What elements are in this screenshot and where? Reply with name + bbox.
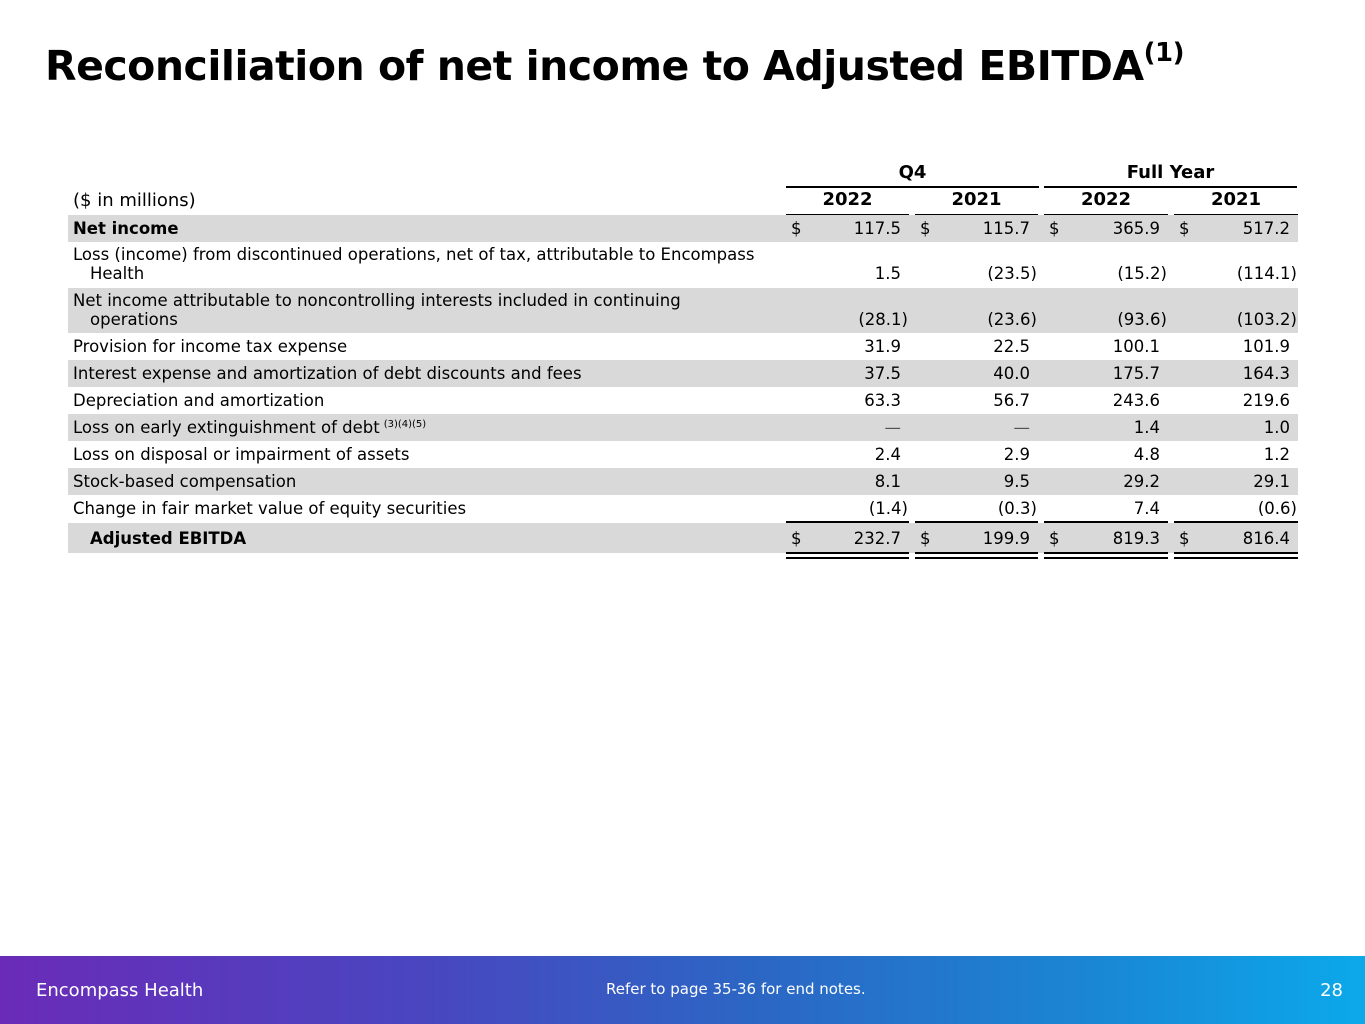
year-header-fy-2021: 2021 [1210, 189, 1262, 210]
row-label: Provision for income tax expense [73, 337, 348, 356]
value-fy-2022: 100.1 [1112, 337, 1160, 356]
value-q4-2022: 8.1 [874, 472, 901, 491]
page-title [45, 38, 1185, 90]
currency-symbol: $ [1049, 529, 1060, 548]
value-q4-2022: 63.3 [864, 391, 901, 410]
row-label: Stock-based compensation [73, 472, 297, 491]
table-row [68, 360, 1298, 387]
value-fy-2022: 175.7 [1112, 364, 1160, 383]
value-fy-2021: (0.6) [1257, 499, 1297, 518]
value-fy-2022: 243.6 [1112, 391, 1160, 410]
full-year-header-rule [1044, 186, 1297, 188]
value-fy-2021: (103.2) [1236, 310, 1297, 329]
value-q4-2021: — [1013, 418, 1030, 437]
value-q4-2021: 56.7 [993, 391, 1030, 410]
group-header-full-year: Full Year [1126, 162, 1215, 183]
value-q4-2022: (1.4) [868, 499, 908, 518]
value-q4-2021: 199.9 [982, 529, 1030, 548]
value-fy-2021: 1.2 [1263, 445, 1290, 464]
row-label: Net income [73, 219, 179, 238]
footer-brand: Encompass Health [36, 980, 204, 1001]
title-footnote-ref: (1) [1143, 38, 1185, 69]
row-label: Interest expense and amortization of debt discounts and fees [73, 364, 582, 383]
currency-symbol: $ [920, 219, 931, 238]
value-fy-2022: 365.9 [1112, 219, 1160, 238]
row-label: Net income attributable to noncontrolling interests included in continuing [73, 291, 681, 310]
value-fy-2022: (15.2) [1117, 264, 1167, 283]
q4-header-rule [786, 186, 1039, 188]
group-header-q4: Q4 [898, 162, 927, 183]
currency-symbol: $ [1049, 219, 1060, 238]
value-q4-2022: 1.5 [874, 264, 901, 283]
value-q4-2021: 9.5 [1003, 472, 1030, 491]
footer-endnote-reference: Refer to page 35-36 for end notes. [606, 980, 866, 998]
value-fy-2021: (114.1) [1236, 264, 1297, 283]
value-q4-2022: 2.4 [874, 445, 901, 464]
value-q4-2021: (23.6) [987, 310, 1037, 329]
value-q4-2022: 31.9 [864, 337, 901, 356]
value-q4-2021: (0.3) [997, 499, 1037, 518]
value-fy-2021: 101.9 [1242, 337, 1290, 356]
value-q4-2022: 232.7 [853, 529, 901, 548]
table-row [68, 242, 1298, 288]
table-header [68, 158, 1298, 215]
currency-symbol: $ [920, 529, 931, 548]
value-fy-2022: 1.4 [1133, 418, 1160, 437]
currency-symbol: $ [1179, 529, 1190, 548]
value-q4-2021: 40.0 [993, 364, 1030, 383]
total-double-rule [786, 552, 909, 559]
value-q4-2022: 37.5 [864, 364, 901, 383]
value-fy-2022: (93.6) [1117, 310, 1167, 329]
year-header-fy-2022: 2022 [1080, 189, 1132, 210]
table-row [68, 387, 1298, 414]
value-fy-2021: 1.0 [1263, 418, 1290, 437]
row-label-text: Loss on early extinguishment of debt [73, 418, 380, 437]
table-row [68, 288, 1298, 333]
currency-symbol: $ [791, 219, 802, 238]
table-row [68, 215, 1298, 242]
value-fy-2021: 164.3 [1242, 364, 1290, 383]
row-label: Depreciation and amortization [73, 391, 325, 410]
page-title-text: Reconciliation of net income to Adjusted EBITDA [45, 42, 1144, 90]
row-label: Loss (income) from discontinued operations, net of tax, attributable to Encompass [73, 245, 755, 264]
table-row [68, 468, 1298, 495]
value-q4-2021: (23.5) [987, 264, 1037, 283]
currency-symbol: $ [791, 529, 802, 548]
currency-symbol: $ [1179, 219, 1190, 238]
value-q4-2022: 117.5 [853, 219, 901, 238]
value-q4-2022: (28.1) [858, 310, 908, 329]
page-number: 28 [1320, 980, 1343, 1001]
table-row-total [68, 523, 1298, 553]
footer-bar [0, 956, 1365, 1024]
value-fy-2022: 29.2 [1123, 472, 1160, 491]
value-fy-2022: 7.4 [1133, 499, 1160, 518]
units-label: ($ in millions) [73, 190, 196, 211]
table-row [68, 495, 1298, 523]
table-row [68, 414, 1298, 441]
row-label: Loss on disposal or impairment of assets [73, 445, 410, 464]
value-q4-2021: 22.5 [993, 337, 1030, 356]
value-fy-2022: 819.3 [1112, 529, 1160, 548]
value-fy-2021: 219.6 [1242, 391, 1290, 410]
row-label: Change in fair market value of equity securities [73, 499, 467, 518]
total-double-rule [915, 552, 1038, 559]
value-q4-2022: — [884, 418, 901, 437]
table-row [68, 333, 1298, 360]
total-double-rule [1044, 552, 1168, 559]
year-header-q4-2021: 2021 [951, 189, 1002, 210]
row-label-continued: Health [90, 264, 145, 283]
table-row [68, 441, 1298, 468]
value-fy-2021: 816.4 [1242, 529, 1290, 548]
footnote-refs: (3)(4)(5) [383, 419, 427, 430]
year-header-q4-2022: 2022 [822, 189, 873, 210]
value-fy-2021: 29.1 [1253, 472, 1290, 491]
row-label [73, 418, 426, 437]
total-double-rule [1174, 552, 1298, 559]
value-q4-2021: 115.7 [982, 219, 1030, 238]
reconciliation-table [68, 158, 1298, 553]
value-fy-2022: 4.8 [1133, 445, 1160, 464]
row-label: Adjusted EBITDA [90, 529, 247, 548]
value-q4-2021: 2.9 [1003, 445, 1030, 464]
row-label-continued: operations [90, 310, 178, 329]
value-fy-2021: 517.2 [1242, 219, 1290, 238]
